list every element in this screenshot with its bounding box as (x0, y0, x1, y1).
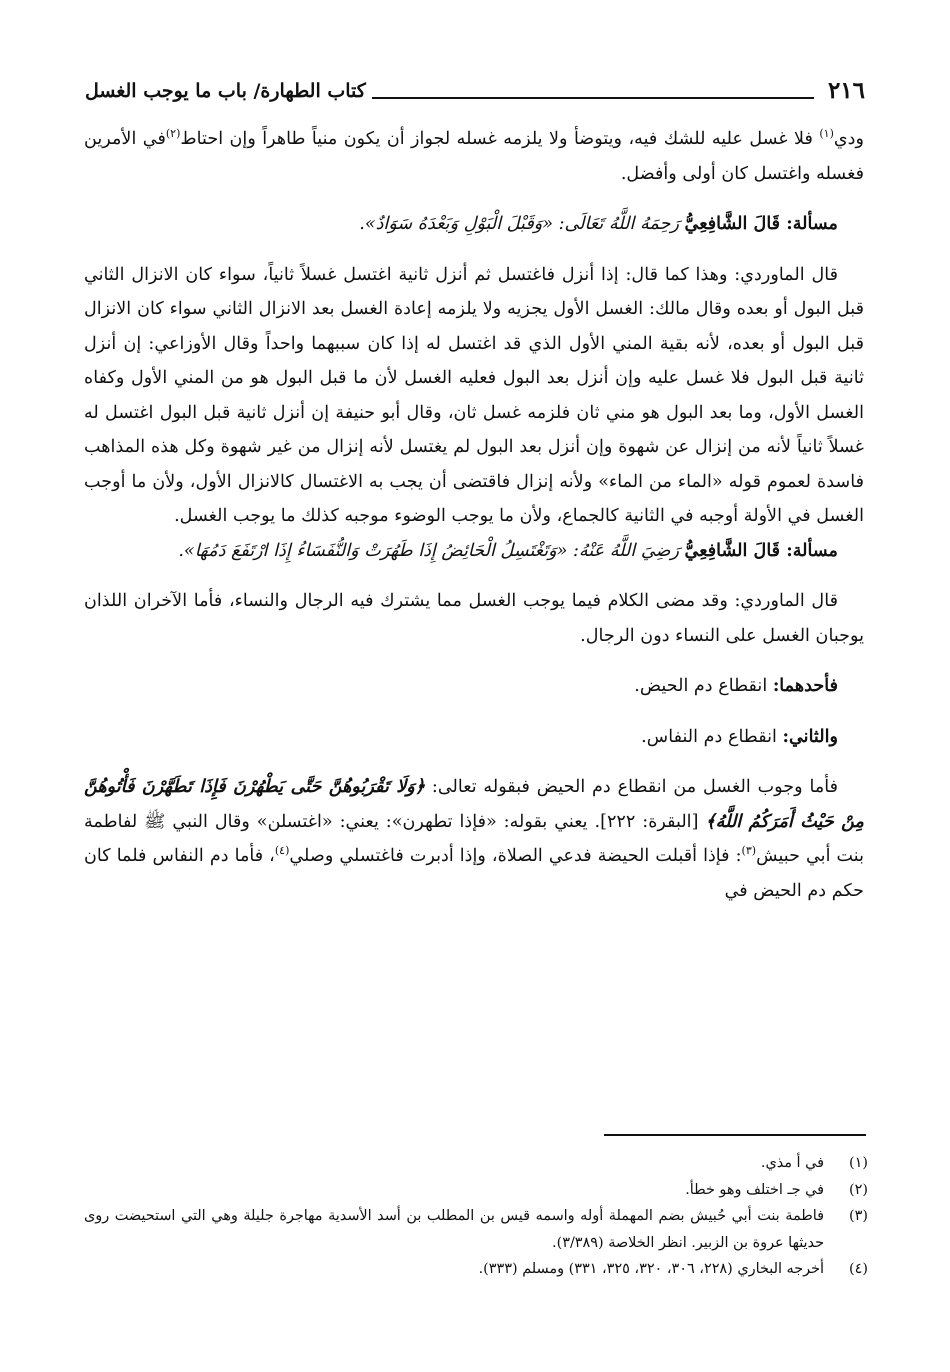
second-text: انقطاع دم النفاس. (641, 726, 783, 747)
footnote-number: (١) (849, 1155, 868, 1171)
masala-label: مسألة: قَالَ الشَّافِعِيُّ (684, 539, 838, 561)
text-run: فلا غسل عليه للشك فيه، ويتوضأ ولا يلزمه غسله لجواز أن يكون منياً طاهراً وإن احتاط (180, 129, 820, 149)
running-header (85, 66, 865, 106)
paragraph-2: قال الماوردي: وهذا كما قال: إذا أنزل فاغتسل ثم أنزل ثانية اغتسل غسلاً ثانياً، سواء كان الانزال الثاني قبل البول أو بعده وقال مالك: الغسل الأول يجزيه ولا يلزمه إعادة الغسل بعد الانزال الثاني سواء كان الانزال قبل البول أو بعده، لأنه بقية المني الأول الذي قد اغتسل له إذا كان سببهما واحداً وقال الأوزاعي: إن أنزل ثانية قبل البول فلا غسل عليه وإن أنزل بعد البول فعليه الغسل لأن ما قبل البول هو من المني الأول وكفاه الغسل الأول، وما بعد البول هو مني ثان فلزمه غسل ثان، وقال أبو حنيفة إن أنزل ثانية قبل البول اغتسل له غسلاً ثانياً لأنه من إنزال عن شهوة وإن أنزل بعد البول لم يغتسل لأنه إنزال من غير شهوة وكل هذه المذاهب فاسدة لعموم قوله «الماء من الماء» ولأنه إنزال فاقتضى أن يجب به الاغتسال كالانزال الأول، ولأن ما أوجب الغسل في الأولة أوجبه في الثانية كالجماع، ولأن ما يوجب الوضوء موجبه كذلك ما يوجب الغسل. (84, 264, 864, 526)
masala-quote: رَحِمَهُ اللَّهُ تَعَالَى: «وَقَبْلَ الْبَوْلِ وَبَعْدَهُ سَوَادٌ». (359, 214, 685, 234)
quran-verse: ﴿وَلَا تَقْرَبُوهُنَّ حَتَّى يَطْهُرْنَ فَإِذَا تَطَهَّرْنَ فَأْتُوهُنَّ مِنْ حَيْثُ أَمَرَكُمُ اللَّهُ﴾ (84, 776, 864, 832)
footnotes (84, 1150, 868, 1283)
footnote-number: (٢) (849, 1181, 868, 1198)
header-rule (372, 97, 814, 99)
first-text: انقطاع دم الحيض. (634, 676, 773, 696)
text-run: فأما وجوب الغسل من انقطاع دم الحيض فبقوله تعالى: (425, 777, 839, 797)
footnote-text: فاطمة بنت أبي حُبيش بضم المهملة أوله واسمه قيس بن المطلب بن أسد الأسدية مهاجرة جليلة وهي التي استحيضت روى حديثها عروة بن الزبير. انظر الخلاصة (٣/٣٨٩). (84, 1208, 824, 1251)
footnote-ref-3[interactable]: (٣) (741, 844, 757, 858)
text-run: ، فأما دم النفاس فلما كان حكم دم الحيض في (84, 846, 864, 901)
text-run: في الأمرين فغسله واغتسل كان أولى وأفضل. (84, 129, 864, 184)
masala-1 (84, 207, 864, 242)
paragraph-1 (84, 122, 864, 191)
running-title: كتاب الطهارة/ باب ما يوجب الغسل (85, 80, 366, 102)
footnote-ref-2[interactable]: (٢) (165, 127, 181, 141)
text-run: : فإذا أقبلت الحيضة فدعي الصلاة، وإذا أدبرت فاغتسلي وصلي (289, 846, 742, 866)
footnote-ref-1[interactable]: (١) (819, 127, 834, 141)
main-text (84, 122, 864, 908)
text-run: ودي (833, 129, 864, 149)
footnote-number: (٤) (849, 1261, 868, 1277)
text-run: [البقرة: ٢٢٢]. يعني بقوله: «فإذا تطهرن»: يعني: «اغتسلن» وقال النبي ﷺ لفاطمة بنت أبي حبيش (84, 811, 864, 866)
footnote-ref-4[interactable]: (٤) (274, 844, 290, 858)
footnote-item (84, 1203, 868, 1256)
footnote-item (84, 1256, 868, 1283)
footnote-item (84, 1177, 868, 1204)
second-label: والثاني: (782, 725, 838, 747)
footnote-item (84, 1150, 868, 1177)
first-point (84, 669, 864, 704)
page-number: ٢١٦ (827, 77, 865, 104)
footnote-number: (٣) (849, 1208, 868, 1224)
first-label: فأحدهما: (772, 675, 838, 696)
footnote-separator (604, 1134, 866, 1136)
masala-label: مسألة: قَالَ الشَّافِعِيُّ (684, 213, 838, 234)
footnote-text: أخرجه البخاري (٢٢٨، ٣٠٦، ٣٢٠، ٣٢٥، ٣٣١) ومسلم (٣٣٣). (478, 1261, 824, 1277)
footnote-text: في أ مذي. (760, 1155, 824, 1171)
masala-quote: رَضِيَ اللَّهُ عَنْهُ: «وَتَغْتَسِلُ الْحَائِضُ إِذَا طَهُرَتْ وَالنُّفَسَاءُ إِذَا ارْتَفَعَ دَمُهَا». (178, 540, 685, 561)
footnote-text: في جـ اختلف وهو خطأ. (685, 1181, 824, 1198)
paragraph-3: قال الماوردي: وقد مضى الكلام فيما يوجب الغسل مما يشترك فيه الرجال والنساء، فأما الآخران اللذان يوجبان الغسل على النساء دون الرجال. (84, 591, 864, 646)
paragraph-4 (84, 770, 864, 908)
second-point (84, 720, 864, 755)
masala-2 (84, 534, 864, 569)
